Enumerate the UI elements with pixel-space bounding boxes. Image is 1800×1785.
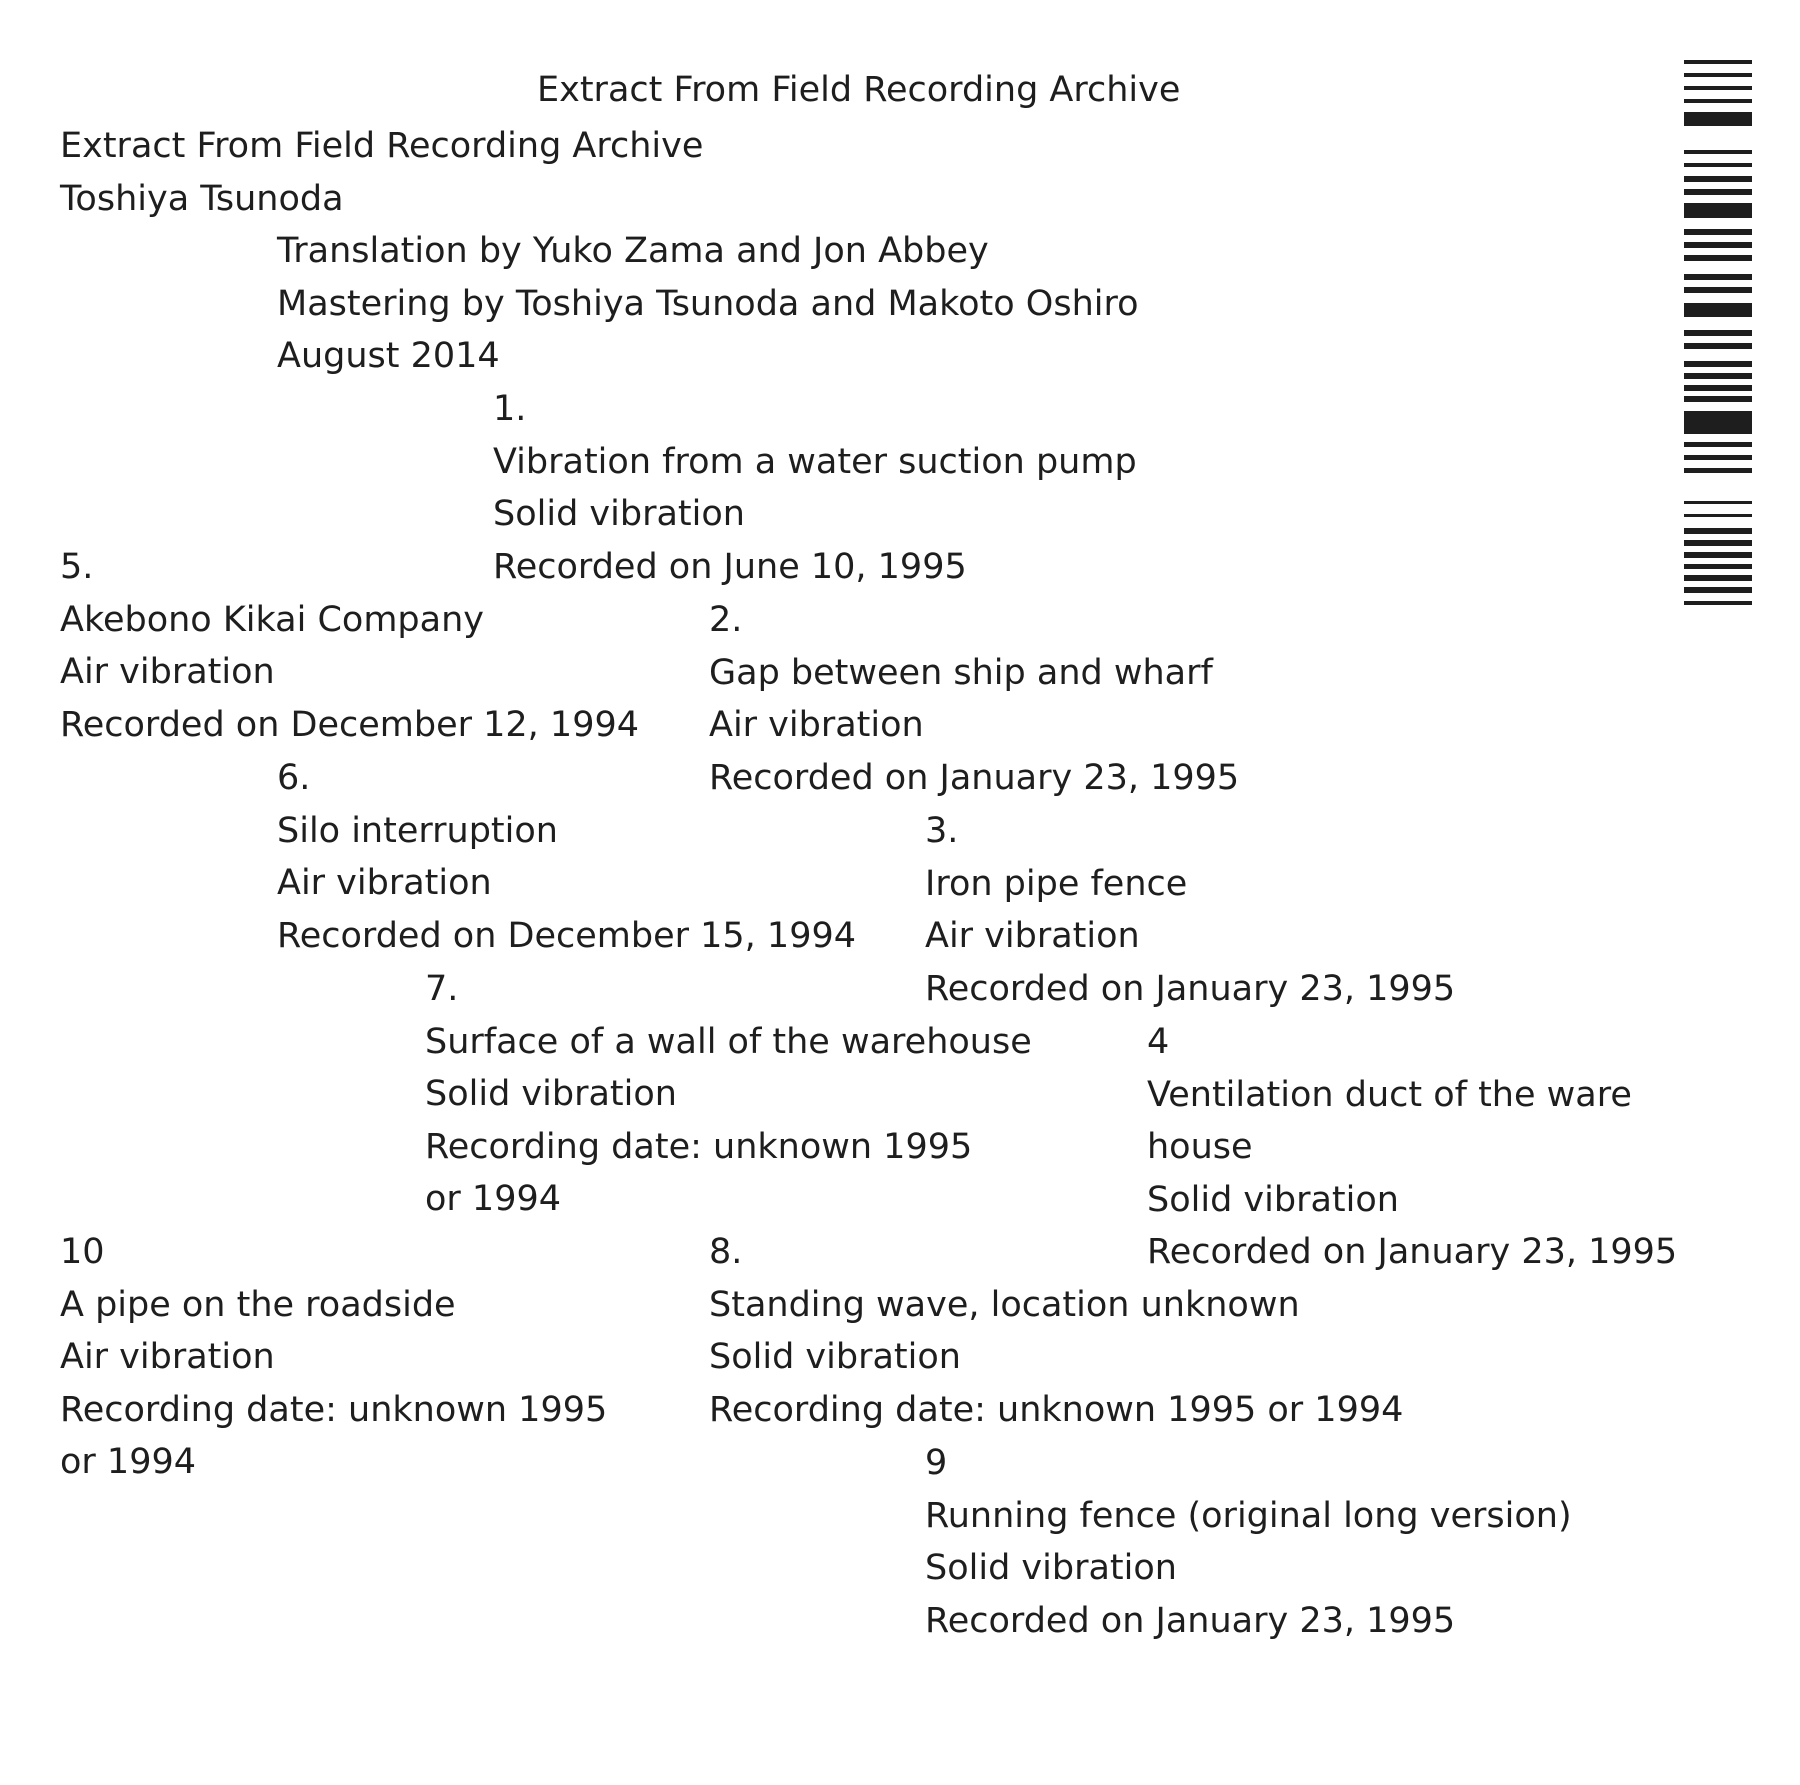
mastering-credit: Mastering by Toshiya Tsunoda and Makoto Oshiro bbox=[277, 283, 1139, 324]
track-type: Solid vibration bbox=[709, 1337, 961, 1378]
track-title-continued: house bbox=[1147, 1127, 1253, 1168]
stripe-bar bbox=[1684, 86, 1752, 90]
stripe-bar bbox=[1684, 442, 1752, 448]
track-title: A pipe on the roadside bbox=[60, 1284, 456, 1325]
stripe-bar bbox=[1684, 189, 1752, 195]
track-type: Solid vibration bbox=[493, 494, 745, 535]
stripe-bar bbox=[1684, 373, 1752, 379]
track-title: Standing wave, location unknown bbox=[709, 1284, 1300, 1325]
credits-block bbox=[277, 225, 1139, 383]
track-number: 4 bbox=[1147, 1022, 1170, 1062]
stripe-bar bbox=[1684, 303, 1752, 317]
track-title: Akebono Kikai Company bbox=[60, 599, 484, 640]
track-10 bbox=[60, 1226, 607, 1489]
track-number: 10 bbox=[60, 1232, 105, 1272]
track-type: Air vibration bbox=[60, 652, 275, 693]
track-recorded: Recorded on January 23, 1995 bbox=[1147, 1232, 1678, 1273]
track-recorded-continued: or 1994 bbox=[60, 1442, 197, 1483]
stripe-bar bbox=[1684, 330, 1752, 336]
track-type: Air vibration bbox=[277, 863, 492, 904]
stripe-bar bbox=[1684, 601, 1752, 605]
stripe-bar bbox=[1684, 99, 1752, 103]
track-9 bbox=[925, 1437, 1572, 1647]
stripe-bar bbox=[1684, 176, 1752, 182]
track-type: Solid vibration bbox=[925, 1548, 1177, 1589]
stripe-bar bbox=[1684, 528, 1752, 534]
track-number: 9 bbox=[925, 1443, 948, 1483]
track-number: 2. bbox=[709, 600, 743, 640]
track-type: Air vibration bbox=[60, 1337, 275, 1378]
header-block bbox=[60, 120, 703, 225]
track-recorded-continued: or 1994 bbox=[425, 1179, 562, 1220]
stripe-bar bbox=[1684, 163, 1752, 167]
track-number: 6. bbox=[277, 758, 311, 798]
stripe-bar bbox=[1684, 540, 1752, 546]
stripe-bar bbox=[1684, 564, 1752, 570]
track-number: 8. bbox=[709, 1232, 743, 1272]
track-title: Gap between ship and wharf bbox=[709, 652, 1213, 693]
track-title: Vibration from a water suction pump bbox=[493, 441, 1137, 482]
stripe-bar bbox=[1684, 552, 1752, 558]
stripe-bar bbox=[1684, 73, 1752, 77]
stripe-bar bbox=[1684, 514, 1752, 518]
release-date: August 2014 bbox=[277, 336, 500, 377]
stripe-bar bbox=[1684, 501, 1752, 505]
track-7 bbox=[425, 963, 1032, 1226]
track-recorded: Recorded on December 12, 1994 bbox=[60, 704, 640, 745]
track-8 bbox=[709, 1226, 1403, 1436]
stripe-bar bbox=[1684, 60, 1752, 64]
stripe-bar bbox=[1684, 587, 1752, 593]
track-type: Solid vibration bbox=[1147, 1179, 1399, 1220]
stripe-bar bbox=[1684, 203, 1752, 217]
stripe-bar bbox=[1684, 242, 1752, 248]
track-title: Iron pipe fence bbox=[925, 863, 1188, 904]
track-title: Silo interruption bbox=[277, 810, 558, 851]
track-recorded: Recording date: unknown 1995 bbox=[60, 1389, 608, 1430]
track-recorded: Recording date: unknown 1995 bbox=[425, 1126, 973, 1167]
track-number: 5. bbox=[60, 547, 94, 587]
track-number: 1. bbox=[493, 389, 527, 429]
track-recorded: Recorded on June 10, 1995 bbox=[493, 546, 967, 587]
track-title: Surface of a wall of the warehouse bbox=[425, 1021, 1032, 1062]
stripe-bar bbox=[1684, 274, 1752, 280]
stripe-bar bbox=[1684, 575, 1752, 581]
track-recorded: Recorded on January 23, 1995 bbox=[925, 1600, 1456, 1641]
stripe-bar bbox=[1684, 343, 1752, 349]
track-5 bbox=[60, 541, 639, 751]
track-recorded: Recorded on January 23, 1995 bbox=[709, 757, 1240, 798]
stripe-bar bbox=[1684, 150, 1752, 154]
stripe-bar bbox=[1684, 396, 1752, 402]
track-6 bbox=[277, 752, 856, 962]
stripe-bar bbox=[1684, 361, 1752, 367]
track-title: Ventilation duct of the ware bbox=[1147, 1074, 1632, 1115]
track-recorded: Recorded on January 23, 1995 bbox=[925, 968, 1456, 1009]
track-type: Air vibration bbox=[925, 916, 1140, 957]
stripe-bar bbox=[1684, 455, 1752, 461]
track-number: 7. bbox=[425, 969, 459, 1009]
stripe-bar bbox=[1684, 112, 1752, 126]
track-type: Solid vibration bbox=[425, 1074, 677, 1115]
track-title: Running fence (original long version) bbox=[925, 1495, 1572, 1536]
stripe-bar bbox=[1684, 255, 1752, 261]
track-type: Air vibration bbox=[709, 705, 924, 746]
stripe-bar bbox=[1684, 385, 1752, 391]
stripe-bar bbox=[1684, 411, 1752, 435]
stripe-bar bbox=[1684, 229, 1752, 235]
track-recorded: Recording date: unknown 1995 or 1994 bbox=[709, 1389, 1404, 1430]
stripe-bar bbox=[1684, 468, 1752, 474]
translation-credit: Translation by Yuko Zama and Jon Abbey bbox=[277, 231, 989, 271]
artist-name: Toshiya Tsunoda bbox=[60, 178, 344, 219]
stripe-bar bbox=[1684, 287, 1752, 293]
track-recorded: Recorded on December 15, 1994 bbox=[277, 915, 857, 956]
album-title: Extract From Field Recording Archive bbox=[60, 126, 704, 166]
barcode-stripe bbox=[1684, 60, 1752, 605]
top-title: Extract From Field Recording Archive bbox=[537, 70, 1181, 110]
track-number: 3. bbox=[925, 811, 959, 851]
